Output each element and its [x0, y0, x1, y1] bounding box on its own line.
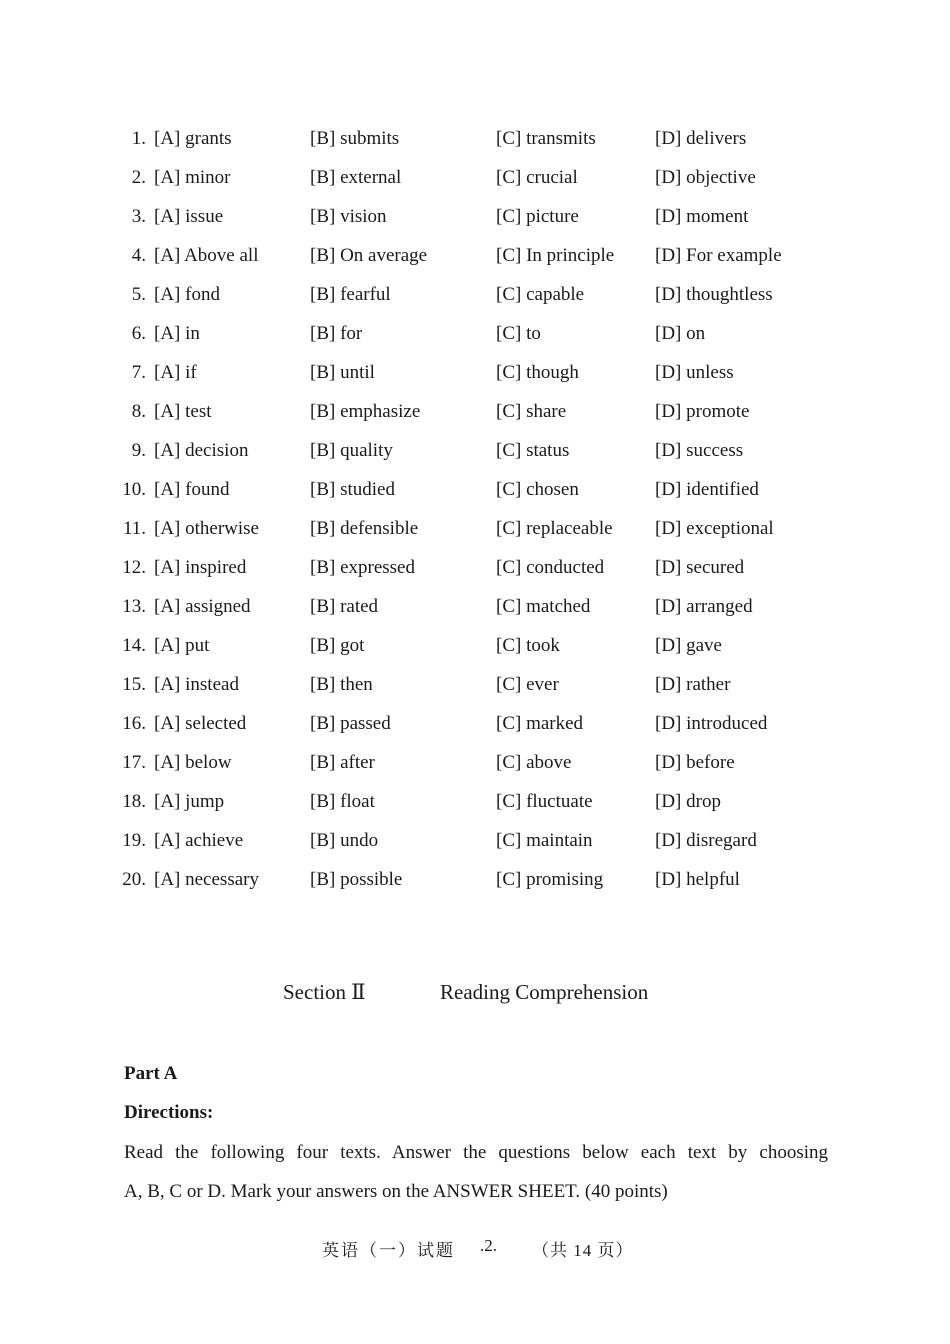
option-c: [C] above — [496, 752, 572, 773]
question-number: 7. — [131, 362, 146, 383]
question-number: 11. — [122, 518, 146, 539]
option-b: [B] studied — [310, 479, 395, 500]
option-c: [C] transmits — [496, 128, 596, 149]
question-row — [0, 587, 950, 626]
question-number: 19. — [122, 830, 146, 851]
option-c: [C] conducted — [496, 557, 605, 578]
option-a: [A] assigned — [154, 596, 251, 617]
question-number: 1. — [131, 128, 146, 149]
question-number: 12. — [122, 557, 146, 578]
footer-exam-title: 英语（一）试题 — [322, 1241, 455, 1260]
question-number: 15. — [122, 674, 146, 695]
options-list — [0, 119, 950, 899]
section-name: Reading Comprehension — [440, 980, 649, 1004]
question-number: 14. — [122, 635, 146, 656]
option-a: [A] if — [154, 362, 197, 383]
question-number: 10. — [122, 479, 146, 500]
option-b: [B] undo — [310, 830, 379, 851]
option-a: [A] below — [154, 752, 232, 773]
option-b: [B] fearful — [310, 284, 391, 305]
option-c: [C] replaceable — [496, 518, 613, 539]
question-row — [0, 275, 950, 314]
question-number: 8. — [131, 401, 146, 422]
option-c: [C] promising — [496, 869, 604, 890]
question-row — [0, 431, 950, 470]
question-row — [0, 548, 950, 587]
option-d: [D] promote — [655, 401, 750, 422]
option-d: [D] on — [655, 323, 706, 344]
option-b: [B] external — [310, 167, 402, 188]
option-c: [C] share — [496, 401, 567, 422]
option-d: [D] exceptional — [655, 518, 774, 539]
option-c: [C] chosen — [496, 479, 579, 500]
question-row — [0, 236, 950, 275]
question-row — [0, 821, 950, 860]
question-row — [0, 665, 950, 704]
option-d: [D] helpful — [655, 869, 740, 890]
option-c: [C] maintain — [496, 830, 593, 851]
question-number: 20. — [122, 869, 146, 890]
option-c: [C] to — [496, 323, 541, 344]
option-b: [B] vision — [310, 206, 387, 227]
option-b: [B] then — [310, 674, 373, 695]
question-row — [0, 626, 950, 665]
directions-line-2: A, B, C or D. Mark your answers on the ANSWER SHEET. (40 points) — [124, 1181, 668, 1202]
question-number: 13. — [122, 596, 146, 617]
option-d: [D] thoughtless — [655, 284, 773, 305]
option-c: [C] capable — [496, 284, 585, 305]
footer-total-pages: （共 14 页） — [532, 1241, 634, 1260]
option-c: [C] status — [496, 440, 570, 461]
option-b: [B] after — [310, 752, 375, 773]
question-row — [0, 704, 950, 743]
option-d: [D] secured — [655, 557, 745, 578]
option-a: [A] fond — [154, 284, 220, 305]
option-b: [B] rated — [310, 596, 379, 617]
question-number: 2. — [131, 167, 146, 188]
option-a: [A] necessary — [154, 869, 259, 890]
question-row — [0, 509, 950, 548]
question-row — [0, 353, 950, 392]
question-number: 4. — [131, 245, 146, 266]
option-d: [D] For example — [655, 245, 782, 266]
question-number: 5. — [131, 284, 146, 305]
question-number: 3. — [131, 206, 146, 227]
option-d: [D] success — [655, 440, 744, 461]
option-b: [B] possible — [310, 869, 403, 890]
part-title: Part A — [124, 1063, 178, 1084]
option-c: [C] though — [496, 362, 579, 383]
section-number: Section Ⅱ — [283, 980, 366, 1004]
question-number: 18. — [122, 791, 146, 812]
question-row — [0, 743, 950, 782]
option-c: [C] fluctuate — [496, 791, 593, 812]
question-row — [0, 860, 950, 899]
question-row — [0, 392, 950, 431]
option-b: [B] On average — [310, 245, 428, 266]
option-c: [C] marked — [496, 713, 584, 734]
option-d: [D] identified — [655, 479, 759, 500]
option-d: [D] arranged — [655, 596, 753, 617]
option-b: [B] quality — [310, 440, 393, 461]
directions-line-1: Read the following four texts. Answer the questions below each text by choosing — [124, 1142, 828, 1163]
option-d: [D] unless — [655, 362, 734, 383]
option-a: [A] found — [154, 479, 230, 500]
question-row — [0, 119, 950, 158]
option-c: [C] ever — [496, 674, 559, 695]
option-d: [D] introduced — [655, 713, 768, 734]
option-a: [A] instead — [154, 674, 239, 695]
option-c: [C] In principle — [496, 245, 615, 266]
option-b: [B] submits — [310, 128, 400, 149]
question-row — [0, 158, 950, 197]
option-a: [A] decision — [154, 440, 249, 461]
option-d: [D] before — [655, 752, 735, 773]
option-d: [D] moment — [655, 206, 749, 227]
option-b: [B] defensible — [310, 518, 419, 539]
option-c: [C] took — [496, 635, 560, 656]
question-number: 17. — [122, 752, 146, 773]
option-a: [A] otherwise — [154, 518, 259, 539]
option-b: [B] float — [310, 791, 375, 812]
question-row — [0, 197, 950, 236]
option-a: [A] in — [154, 323, 200, 344]
option-c: [C] matched — [496, 596, 591, 617]
option-b: [B] expressed — [310, 557, 415, 578]
option-d: [D] disregard — [655, 830, 757, 851]
option-b: [B] got — [310, 635, 365, 656]
option-b: [B] for — [310, 323, 363, 344]
directions-text — [124, 1133, 828, 1211]
option-d: [D] rather — [655, 674, 731, 695]
question-number: 6. — [131, 323, 146, 344]
option-d: [D] objective — [655, 167, 756, 188]
option-a: [A] test — [154, 401, 212, 422]
question-row — [0, 470, 950, 509]
option-a: [A] put — [154, 635, 210, 656]
footer-page-number: .2. — [480, 1236, 497, 1255]
option-a: [A] inspired — [154, 557, 247, 578]
option-d: [D] drop — [655, 791, 721, 812]
option-a: [A] jump — [154, 791, 225, 812]
option-d: [D] gave — [655, 635, 722, 656]
option-b: [B] emphasize — [310, 401, 421, 422]
option-a: [A] issue — [154, 206, 224, 227]
option-a: [A] selected — [154, 713, 247, 734]
option-d: [D] delivers — [655, 128, 747, 149]
question-row — [0, 314, 950, 353]
question-number: 9. — [131, 440, 146, 461]
directions-label: Directions: — [124, 1102, 214, 1123]
option-a: [A] Above all — [154, 245, 259, 266]
option-a: [A] achieve — [154, 830, 244, 851]
option-c: [C] picture — [496, 206, 579, 227]
option-b: [B] until — [310, 362, 375, 383]
option-c: [C] crucial — [496, 167, 578, 188]
question-number: 16. — [122, 713, 146, 734]
option-a: [A] grants — [154, 128, 232, 149]
option-a: [A] minor — [154, 167, 231, 188]
question-row — [0, 782, 950, 821]
option-b: [B] passed — [310, 713, 391, 734]
